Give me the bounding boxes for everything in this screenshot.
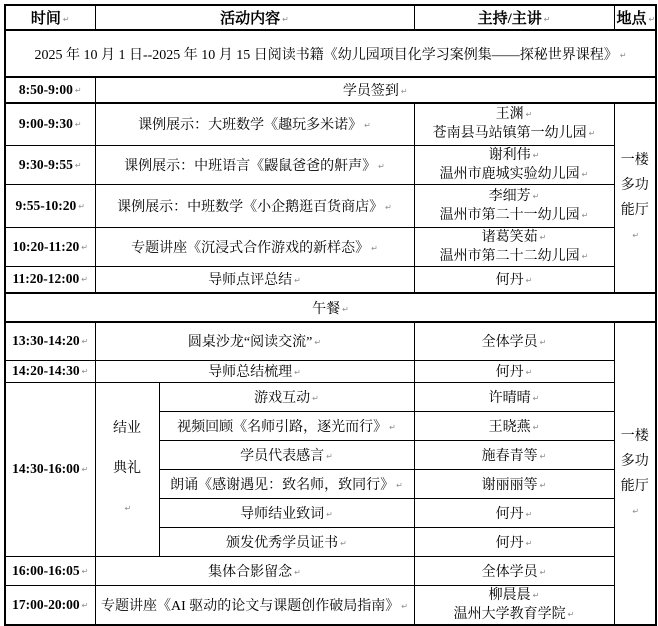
location-cell-morning (614, 103, 656, 293)
header-cell-content: 活动内容 ↵ (95, 5, 414, 30)
speaker-org: 温州大学教育学院 ↵ (417, 605, 612, 624)
speaker-cell: 施春青等 ↵ (414, 440, 614, 469)
speaker-cell (414, 145, 614, 184)
schedule-table (4, 4, 657, 626)
table-row (5, 77, 656, 103)
activity-cell: 导师总结梳理 ↵ (95, 360, 414, 382)
reading-period-note: 2025 年 10 月 1 日--2025 年 10 月 15 日阅读书籍《幼儿园项目化学习案例集——探秘世界课程》 ↵ (5, 30, 656, 77)
speaker-cell (414, 227, 614, 266)
lunch-cell: 午餐 ↵ (5, 293, 656, 322)
time-cell: 14:30-16:00 ↵ (5, 382, 95, 556)
activity-cell: 朗诵《感谢遇见：致名师，致同行》 ↵ (159, 469, 414, 498)
header-cell-speaker: 主持/主讲 ↵ (414, 5, 614, 30)
activity-cell: 学员签到 ↵ (95, 77, 656, 103)
time-cell: 10:20-11:20 ↵ (5, 227, 95, 266)
speaker-name: 谢利伟 ↵ (417, 146, 612, 165)
speaker-name: 柳晨晨 ↵ (417, 586, 612, 605)
table-row (5, 360, 656, 382)
activity-cell: 导师点评总结 ↵ (95, 266, 414, 293)
speaker-cell (414, 103, 614, 145)
table-row (5, 266, 656, 293)
activity-cell: 学员代表感言 ↵ (159, 440, 414, 469)
header-cell-time: 时间 ↵ (5, 5, 95, 30)
speaker-cell: 何丹 ↵ (414, 498, 614, 527)
activity-cell: 游戏互动 ↵ (159, 382, 414, 411)
time-cell: 9:00-9:30 ↵ (5, 103, 95, 145)
table-row (5, 103, 656, 145)
speaker-cell: 谢丽丽等 ↵ (414, 469, 614, 498)
activity-cell: 课例展示：大班数学《趣玩多米诺》 ↵ (95, 103, 414, 145)
activity-cell: 课例展示：中班数学《小企鹅逛百货商店》 ↵ (95, 184, 414, 227)
table-row (5, 322, 656, 360)
time-cell: 9:30-9:55 ↵ (5, 145, 95, 184)
activity-cell: 专题讲座《沉浸式合作游戏的新样态》 ↵ (95, 227, 414, 266)
location-text: 一楼多功能厅 ↵ (621, 148, 649, 248)
table-row (5, 145, 656, 184)
speaker-name: 王渊 ↵ (417, 105, 612, 124)
speaker-org: 温州市第二十一幼儿园 ↵ (417, 206, 612, 225)
time-cell: 9:55-10:20 ↵ (5, 184, 95, 227)
speaker-cell (414, 184, 614, 227)
time-cell: 8:50-9:00 ↵ (5, 77, 95, 103)
location-text: 一楼多功能厅 ↵ (621, 424, 649, 524)
time-cell: 14:20-14:30 ↵ (5, 360, 95, 382)
speaker-org: 温州市第二十二幼儿园 ↵ (417, 247, 612, 266)
time-cell: 11:20-12:00 ↵ (5, 266, 95, 293)
activity-cell: 课例展示：中班语言《鼹鼠爸爸的鼾声》 ↵ (95, 145, 414, 184)
speaker-cell: 何丹 ↵ (414, 266, 614, 293)
speaker-cell: 王晓燕 ↵ (414, 411, 614, 440)
speaker-cell: 何丹 ↵ (414, 360, 614, 382)
speaker-cell: 何丹 ↵ (414, 527, 614, 556)
activity-cell: 颁发优秀学员证书 ↵ (159, 527, 414, 556)
table-row (5, 585, 656, 625)
speaker-org: 苍南县马站镇第一幼儿园 ↵ (417, 124, 612, 143)
header-cell-location: 地点 ↵ (614, 5, 656, 30)
location-cell-afternoon (614, 322, 656, 625)
activity-cell: 专题讲座《AI 驱动的论文与课题创作破局指南》 ↵ (95, 585, 414, 625)
speaker-cell: 全体学员 ↵ (414, 556, 614, 585)
activity-cell: 圆桌沙龙“阅读交流” ↵ (95, 322, 414, 360)
ceremony-label: 结业典礼 ↵ (113, 409, 141, 529)
ceremony-row (5, 382, 656, 411)
speaker-org: 温州市鹿城实验幼儿园 ↵ (417, 165, 612, 184)
header-row (5, 5, 656, 30)
speaker-cell: 许晴晴 ↵ (414, 382, 614, 411)
time-cell: 16:00-16:05 ↵ (5, 556, 95, 585)
lunch-row (5, 293, 656, 322)
activity-cell: 集体合影留念 ↵ (95, 556, 414, 585)
table-row (5, 184, 656, 227)
activity-cell: 视频回顾《名师引路，逐光而行》 ↵ (159, 411, 414, 440)
ceremony-label-cell (95, 382, 159, 556)
time-cell: 13:30-14:20 ↵ (5, 322, 95, 360)
activity-cell: 导师结业致词 ↵ (159, 498, 414, 527)
speaker-name: 诸葛笑茹 ↵ (417, 228, 612, 247)
speaker-cell: 全体学员 ↵ (414, 322, 614, 360)
speaker-cell (414, 585, 614, 625)
time-cell: 17:00-20:00 ↵ (5, 585, 95, 625)
reading-period-row (5, 30, 656, 77)
table-row (5, 556, 656, 585)
speaker-name: 李细芳 ↵ (417, 187, 612, 206)
table-row (5, 227, 656, 266)
